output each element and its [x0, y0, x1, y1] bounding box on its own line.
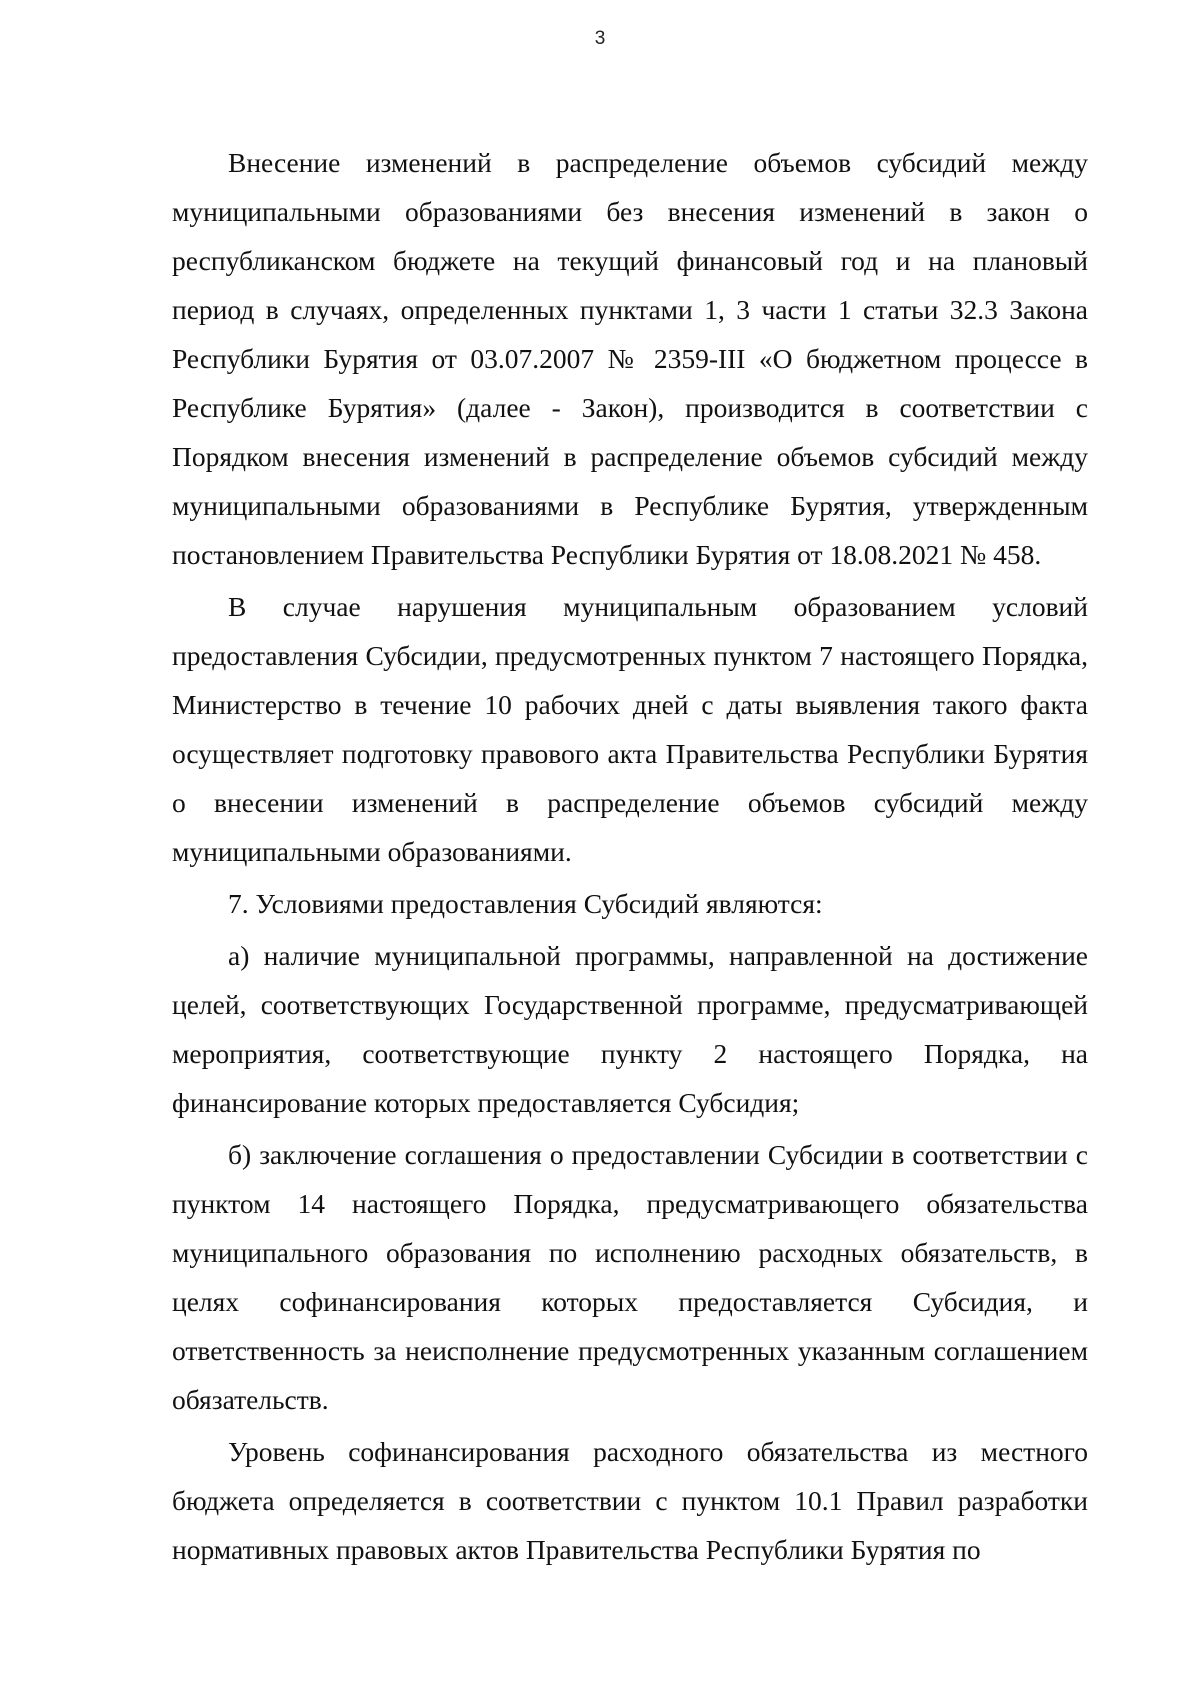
paragraph-item-7b: б) заключение соглашения о предоставлении Субсидии в соответствии с пунктом 14 настоящего Порядка, предусматривающего обязательства муниципального образования по исполнению расходных обязательств, в целях софинансирования которых предоставляется Субсидия, и ответственность за неисполнение предусмотренных указанным соглашением обязательств. — [172, 1139, 1088, 1415]
paragraph-subsidy-redistribution: Внесение изменений в распределение объемов субсидий между муниципальными образованиями без внесения изменений в закон о республиканском бюджете на текущий финансовый год и на плановый период в случаях, определенных пунктами 1, 3 части 1 статьи 32.3 Закона Республики Бурятия от 03.07.2007 № 2359-III «О бюджетном процессе в Республике Бурятия» (далее - Закон), производится в соответствии с Порядком внесения изменений в распределение объемов субсидий между муниципальными образованиями в Республике Бурятия, утвержденным постановлением Правительства Республики Бурятия от 18.08.2021 № 458. — [172, 147, 1088, 570]
paragraph-item-7-heading: 7. Условиями предоставления Субсидий являются: — [228, 888, 823, 919]
page-number: 3 — [594, 28, 606, 49]
paragraph-item-7a: а) наличие муниципальной программы, направленной на достижение целей, соответствующих Государственной программе, предусматривающей мероприятия, соответствующие пункту 2 настоящего Порядка, на финансирование которых предоставляется Субсидия; — [172, 940, 1088, 1118]
document-body — [172, 138, 1088, 1577]
paragraph-violation-of-conditions: В случае нарушения муниципальным образованием условий предоставления Субсидии, предусмотренных пунктом 7 настоящего Порядка, Министерство в течение 10 рабочих дней с даты выявления такого факта осуществляет подготовку правового акта Правительства Республики Бурятия о внесении изменений в распределение объемов субсидий между муниципальными образованиями. — [172, 591, 1088, 867]
paragraph-cofinancing-level: Уровень софинансирования расходного обязательства из местного бюджета определяется в соответствии с пунктом 10.1 Правил разработки нормативных правовых актов Правительства Республики Бурятия по — [172, 1436, 1088, 1565]
